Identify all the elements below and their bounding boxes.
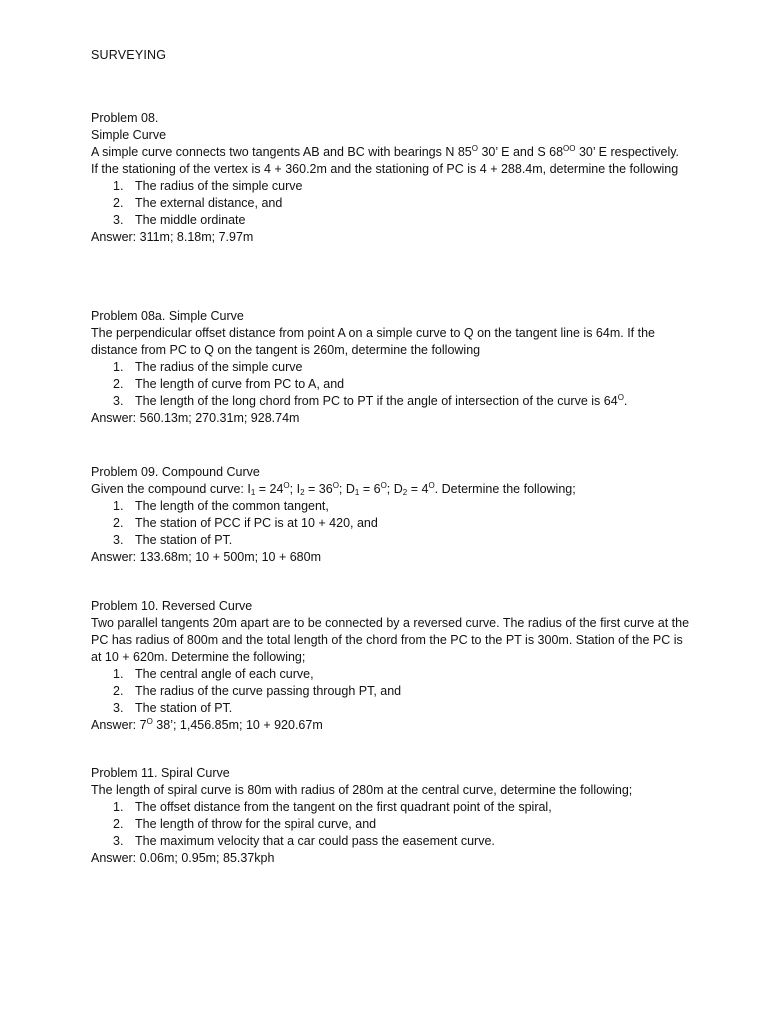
problem-11 — [91, 765, 691, 867]
question-list — [91, 178, 691, 229]
list-item: 3. The station of PT. — [113, 533, 233, 547]
answer: Answer: 0.06m; 0.95m; 85.37kph — [91, 851, 275, 865]
question-list — [91, 498, 691, 549]
list-item: 1. The offset distance from the tangent on the first quadrant point of the spiral, — [113, 800, 552, 814]
problem-statement: The perpendicular offset distance from point A on a simple curve to Q on the tangent line is 64m. If the distance from PC to Q on the tangent is 260m, determine the following — [91, 326, 655, 357]
list-item: 2. The radius of the curve passing through PT, and — [113, 684, 402, 698]
list-item: 2. The station of PCC if PC is at 10 + 420, and — [113, 516, 378, 530]
problem-subtitle: Simple Curve — [91, 128, 167, 142]
answer: Answer: 311m; 8.18m; 7.97m — [91, 230, 254, 244]
list-item: 1. The length of the common tangent, — [113, 499, 329, 513]
problem-statement: The length of spiral curve is 80m with radius of 280m at the central curve, determine the following; — [91, 783, 633, 797]
list-item: 3. The middle ordinate — [113, 213, 246, 227]
list-item: 2. The length of curve from PC to A, and — [113, 377, 345, 391]
answer: Answer: 560.13m; 270.31m; 928.74m — [91, 411, 300, 425]
problem-10 — [91, 598, 691, 734]
problem-09 — [91, 464, 691, 566]
question-list — [91, 666, 691, 717]
answer: Answer: 133.68m; 10 + 500m; 10 + 680m — [91, 550, 321, 564]
problem-08 — [91, 110, 691, 246]
list-item: 2. The length of throw for the spiral curve, and — [113, 817, 377, 831]
list-item: 3. The maximum velocity that a car could pass the easement curve. — [113, 834, 495, 848]
answer: Answer: $7^O$ 38’; 1,456.85m; 10 + 920.67m — [91, 717, 323, 732]
problem-08a — [91, 308, 691, 427]
problem-statement: Given the compound curve: $I_1 = 24^O$; $I_2 = 36^O$; $D_1 = 6^O$; $D_2 = 4^O$. Determine the following; — [91, 481, 576, 497]
problem-title: Problem 11. Spiral Curve — [91, 766, 230, 780]
problem-title: Problem 08a. Simple Curve — [91, 309, 244, 323]
problem-title: Problem 09. Compound Curve — [91, 465, 260, 479]
list-item: 1. The central angle of each curve, — [113, 667, 314, 681]
list-item: 3. The length of the long chord from PC to PT if the angle of intersection of the curve is $64^O$. — [113, 393, 628, 408]
list-item: 3. The station of PT. — [113, 701, 233, 715]
problem-statement: Two parallel tangents 20m apart are to be connected by a reversed curve. The radius of the first curve at the PC has radius of 800m and the total length of the chord from the PC to the PT is 300m. Station of the PC is at 10 + 620m. Determine the following; — [91, 616, 690, 664]
list-item: 1. The radius of the simple curve — [113, 360, 303, 374]
problem-statement: A simple curve connects two tangents AB and BC with bearings N $85^O$ 30’ E and S $68^{OO}$ 30’ E respectively. If the stationing of the vertex is 4 + 360.2m and the stationing of PC is 4 + 288.4m, determine the following — [91, 144, 680, 176]
question-list — [91, 359, 691, 410]
problem-title: Problem 10. Reversed Curve — [91, 599, 253, 613]
problem-title: Problem 08. — [91, 111, 159, 125]
list-item: 2. The external distance, and — [113, 196, 283, 210]
question-list — [91, 799, 691, 850]
list-item: 1. The radius of the simple curve — [113, 179, 303, 193]
page-header: SURVEYING — [91, 48, 167, 62]
